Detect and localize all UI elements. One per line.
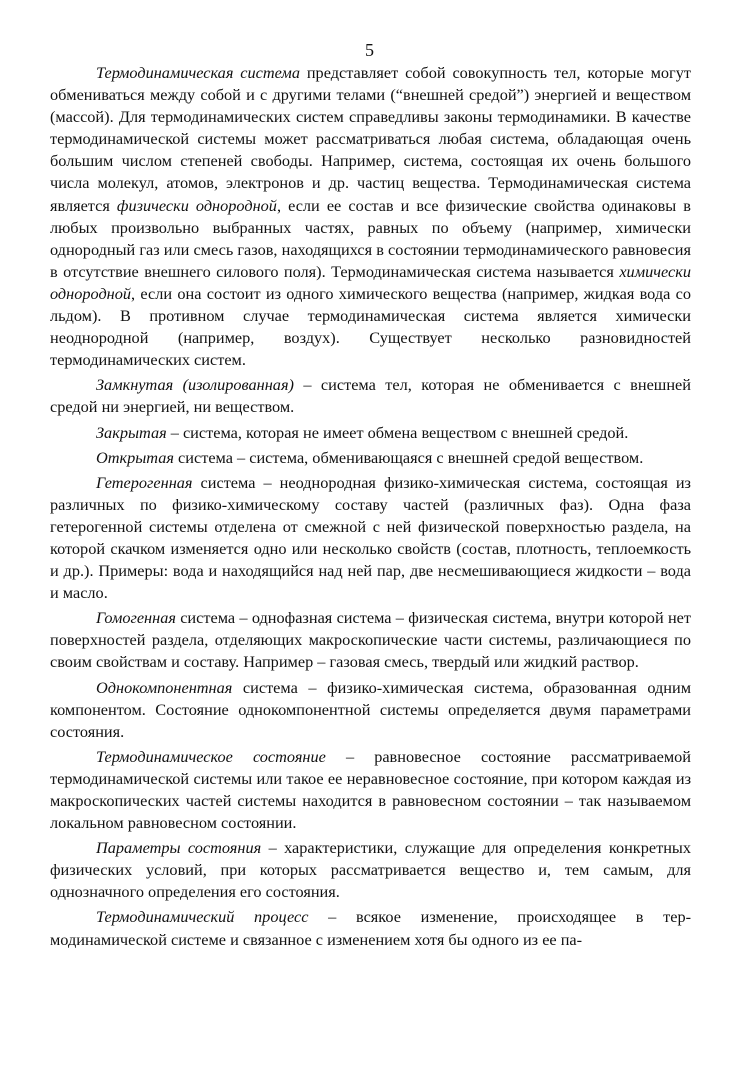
paragraph-heterogeneous (50, 472, 691, 605)
paragraph-text: представляет собой совокупность тел, которые могут обмениваться между собой и с другими телами (“внешней средой”) энергией и веществом (массой). Для термодинамических систем справедливы законы термодинамики. В качестве термодинамической системы может рассматриваться любая система, обладающая очень большим числом степеней свободы. Например, система, состоящая их очень большого числа молекул, атомов, электронов и др. частиц вещества. Термодинамическая система является (50, 63, 691, 215)
term: физически однородной (116, 195, 277, 215)
term: Однокомпонентная (96, 677, 233, 697)
term: Открытая (96, 447, 174, 467)
paragraph-text: – всякое изменение, происходящее в термодинамической системе и связанное с изменением хотя бы одного из ее па- (50, 907, 692, 949)
paragraph-closed-isolated (50, 374, 691, 418)
paragraph-homogeneous (50, 607, 691, 673)
term: Закрытая (96, 422, 167, 442)
paragraph-text: , если она состоит из одного химического вещества (например, жидкая вода со льдом). В противном случае термодинамическая система является химически неоднородной (например, воздух). Существует несколько разновидностей термодинамических систем. (50, 283, 691, 370)
term: химически однородной (50, 261, 691, 303)
term: Гомогенная (96, 608, 176, 628)
term: Замкнутая (изолированная) (96, 375, 294, 395)
page-number: 5 (365, 40, 374, 60)
paragraph-text: система – однофазная система – физическая система, внутри которой нет поверхностей раздела, отделяющих макроскопические части системы, различающиеся по своим свойствам и составу. Например – газовая смесь, твердый или жидкий раствор. (50, 608, 691, 672)
paragraph-text: система – система, обменивающаяся с внешней средой веществом. (173, 447, 644, 467)
paragraph-thermodynamic-system (50, 62, 691, 371)
paragraph-thermodynamic-state (50, 746, 691, 834)
paragraph-text: – равновесное состояние рассматриваемой термодинамической системы или такое ее неравновесное состояние, при котором каждая из макроскопических частей системы находится в равновесном состоянии – так называемом локальном равновесном состоянии. (50, 746, 691, 833)
paragraph-thermodynamic-process (50, 906, 691, 950)
paragraph-open (50, 447, 691, 469)
term: Параметры состояния (96, 838, 262, 858)
term: Термодинамическая система (96, 63, 300, 82)
paragraph-single-component (50, 677, 691, 743)
paragraph-text: – характеристики, служащие для определения конкретных физических условий, при которых рассматривается вещество и, тем самым, для однозначного определения его состояния. (50, 838, 691, 902)
paragraph-text: система – физико-химическая система, образованная одним компонентом. Состояние однокомпонентной системы определяется двумя параметрами состояния. (50, 677, 691, 741)
term: Термодинамическое состояние (96, 746, 326, 766)
paragraph-text: система – неоднородная физико-химическая система, состоящая из различных по физико-химическому составу частей (различных фаз). Одна фаза гетерогенной системы отделена от смежной с ней физической поверхностью раздела, на которой скачком изменяется одно или несколько свойств (состав, плотность, теплоемкость и др.). Примеры: вода и находящийся над ней пар, две несмешивающиеся жидкости – вода и масло. (50, 472, 691, 603)
paragraph-state-parameters (50, 837, 691, 903)
term: Термодинамический процесс (96, 907, 309, 927)
paragraph-text: , если ее состав и все физические свойства одинаковы в любых произвольно выбранных частях, равных по объему (например, химически однородный газ или смесь газов, находящихся в состоянии термодинамического равновесия в отсутствие внешнего силового поля). Термодинамическая система называется (50, 195, 691, 281)
body-text (50, 62, 691, 954)
paragraph-text: – система, которая не имеет обмена веществом с внешней средой. (166, 422, 629, 442)
paragraph-closed (50, 422, 691, 444)
paragraph-text: – система тел, которая не обменивается с внешней средой ни энергией, ни веществом. (50, 375, 691, 417)
term: Гетерогенная (96, 472, 193, 492)
